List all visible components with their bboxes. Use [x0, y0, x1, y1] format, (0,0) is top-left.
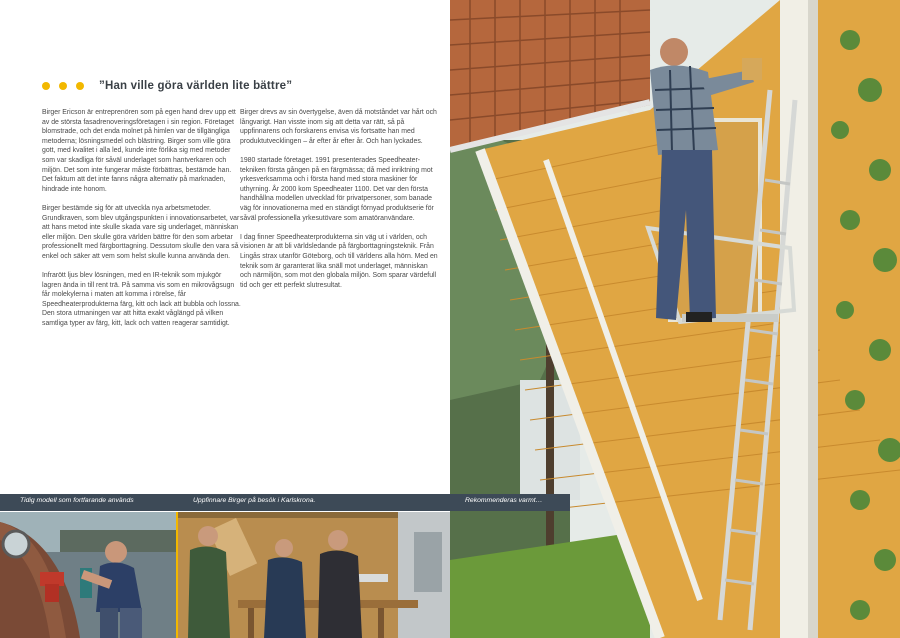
- article-title: ”Han ville göra världen lite bättre”: [99, 80, 293, 92]
- photo-early-model: [0, 512, 176, 638]
- text-column-left: [42, 108, 242, 338]
- bullet-dot-1: [42, 82, 50, 90]
- text-column-right: [240, 108, 440, 300]
- caption-recommended: Rekommenderas varmt…: [465, 497, 543, 504]
- paragraph: 1980 startade företaget. 1991 presenterades Speedheater-tekniken första gången på en färgmässa; då med inriktning mot yrkesverksamma och i första hand med stora maskiner för uthyrning. År 2000 kom Speedheater 1100. Det var den första handhållna modellen utvecklad för privatpersoner, som banade väg för innovationerna med en ständigt förnyad produktserie för såväl professionella yrkesutövare som amatöranvändare.: [240, 156, 434, 222]
- paragraph: Infrarött ljus blev lösningen, med en IR-teknik som mjukgör lagren ända in till rent trä. På samma vis som en mikrovågsugn får molekylerna i maten att komma i rörelse, får Speedheaterprodukterna färg, kitt och lack att bubbla och lossna. Den stora utmaningen var att hitta exakt våglängd på vilken samtliga typer av färg, kitt, lack och vatten reagerar samtidigt.: [42, 272, 241, 328]
- bullet-dot-2: [59, 82, 67, 90]
- paragraph: Birger drevs av sin övertygelse, även då motståndet var hårt och långvarigt. Han visste inom sig att detta var rätt, så på uppfinnarens och forskarens envisa vis fortsatte han med produktutvecklingen – år efter år efter år. Och han lyckades.: [240, 109, 437, 145]
- paragraph: I dag finner Speedheaterprodukterna sin väg ut i världen, och visionen är att bli världsledande på färgborttagningsteknik. Från Lingås strax utanför Göteborg, och till världens alla hörn. Med en teknik som är garanterat lika snäll mot underlaget, människan och närmiljön, som mot den globala miljön. Som sparar värdefull tid och ger ett perfekt slutresultat.: [240, 233, 438, 289]
- caption-workshop-visit: Uppfinnare Birger på besök i Karlskrona.: [193, 497, 316, 504]
- paragraph: Birger Ericson är entreprenören som på egen hand drev upp ett av de största fasadrenoveringsföretagen i sin region. Företaget blomstrade, och det enda molnet på himlen var de tillgängliga metoderna; lösningsmedel och blästring. Birger som ville göra gott, med kvalitet i alla led, kunde inte förlika sig med metoder som var skadliga för såväl underlaget som hantverkaren och miljön. Det som inte fungerar måste förbättras, bestämde han. Det faktum att det inte fanns några alternativ på marknaden, hindrade inte honom.: [42, 109, 236, 193]
- article-heading: [42, 80, 292, 92]
- caption-early-model: Tidig modell som fortfarande används: [20, 497, 134, 504]
- bullet-dot-3: [76, 82, 84, 90]
- photo-workshop-visit: [178, 512, 450, 638]
- caption-bar: [0, 494, 570, 511]
- paragraph: Birger bestämde sig för att utveckla nya arbetsmetoder. Grundkraven, som blev utgångspunkten i innovationsarbetet, var att hans metod inte skulle skada vare sig underlaget, människan eller miljön. Den skulle göra världen bättre för den som arbetar professionellt med färgborttagning. Dessutom skulle den vara så enkel och säker att vem som helst skulle kunna använda den.: [42, 204, 240, 260]
- photo-house-renovation: [450, 0, 900, 638]
